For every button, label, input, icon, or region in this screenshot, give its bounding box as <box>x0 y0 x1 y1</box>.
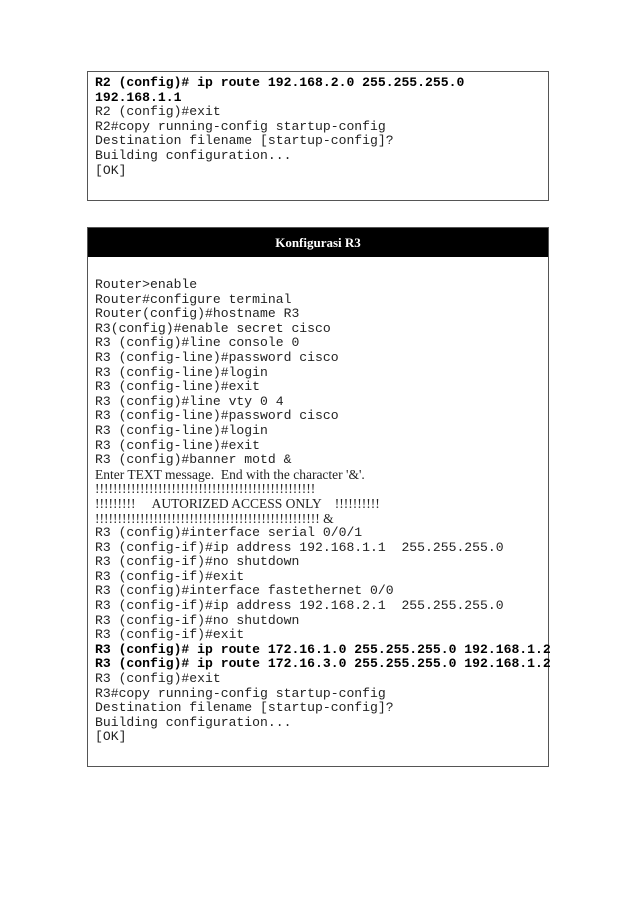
config-line: Router>enable <box>95 277 198 292</box>
config-line: R3 (config-line)#password cisco <box>95 408 339 424</box>
config-line: R3 (config-line)#login <box>95 364 268 380</box>
config-line: R2 (config)# ip route 192.168.2.0 255.255.255.0 <box>95 75 465 90</box>
r3-config-title: Konfigurasi R3 <box>88 228 548 257</box>
config-line: Router#configure terminal <box>95 291 292 307</box>
r3-config-box <box>87 227 549 767</box>
r3-config-lines <box>88 257 551 745</box>
config-line: R3 (config-line)#exit <box>95 379 261 395</box>
config-line: !!!!!!!!!!!!!!!!!!!!!!!!!!!!!!!!!!!!!!!!!!!!!!!!! <box>95 481 316 497</box>
config-line: R3 (config)#exit <box>95 671 221 687</box>
config-line: [OK] <box>95 729 127 745</box>
config-line: Building configuration... <box>95 147 292 163</box>
config-line: R3 (config)#interface serial 0/0/1 <box>95 525 363 541</box>
config-line: R3 (config-line)#login <box>95 422 268 438</box>
config-line: Router(config)#hostname R3 <box>95 306 300 322</box>
config-line: R2 (config)#exit <box>95 104 221 120</box>
config-line: Building configuration... <box>95 714 292 730</box>
config-line: R3 (config-if)#ip address 192.168.2.1 255.255.255.0 <box>95 598 504 614</box>
config-line: R2#copy running-config startup-config <box>95 118 386 134</box>
config-line: 192.168.1.1 <box>95 89 182 105</box>
config-line: R3 (config)#interface fastethernet 0/0 <box>95 583 394 599</box>
config-line: Enter TEXT message. End with the character '&'. <box>95 466 365 482</box>
config-line: R3 (config-line)#exit <box>95 437 261 453</box>
config-line: R3 (config)# ip route 172.16.3.0 255.255.255.0 192.168.1.2 <box>95 656 551 672</box>
config-line: R3 (config-if)#exit <box>95 568 245 584</box>
config-line: R3 (config)#banner motd & <box>95 452 292 468</box>
config-line: R3 (config)#line console 0 <box>95 335 300 351</box>
config-line: R3#copy running-config startup-config <box>95 685 386 701</box>
config-line: [OK] <box>95 162 127 178</box>
config-line: R3 (config-if)#exit <box>95 627 245 643</box>
r2-config-box <box>87 71 549 201</box>
config-line: Destination filename [startup-config]? <box>95 700 394 716</box>
config-line: Destination filename [startup-config]? <box>95 133 394 149</box>
config-line: R3 (config)#line vty 0 4 <box>95 393 284 409</box>
config-line: R3 (config-if)#no shutdown <box>95 554 300 570</box>
config-line: R3(config)#enable secret cisco <box>95 320 331 336</box>
r2-config-lines <box>88 72 548 178</box>
config-line: !!!!!!!!!!!!!!!!!!!!!!!!!!!!!!!!!!!!!!!!!!!!!!!!!! & <box>95 510 334 526</box>
config-line: R3 (config-if)#no shutdown <box>95 612 300 628</box>
config-line: R3 (config-line)#password cisco <box>95 349 339 365</box>
config-line: R3 (config)# ip route 172.16.1.0 255.255.255.0 192.168.1.2 <box>95 641 551 657</box>
config-line: !!!!!!!!! AUTORIZED ACCESS ONLY !!!!!!!!!! <box>95 495 380 511</box>
config-line: R3 (config-if)#ip address 192.168.1.1 255.255.255.0 <box>95 539 504 555</box>
